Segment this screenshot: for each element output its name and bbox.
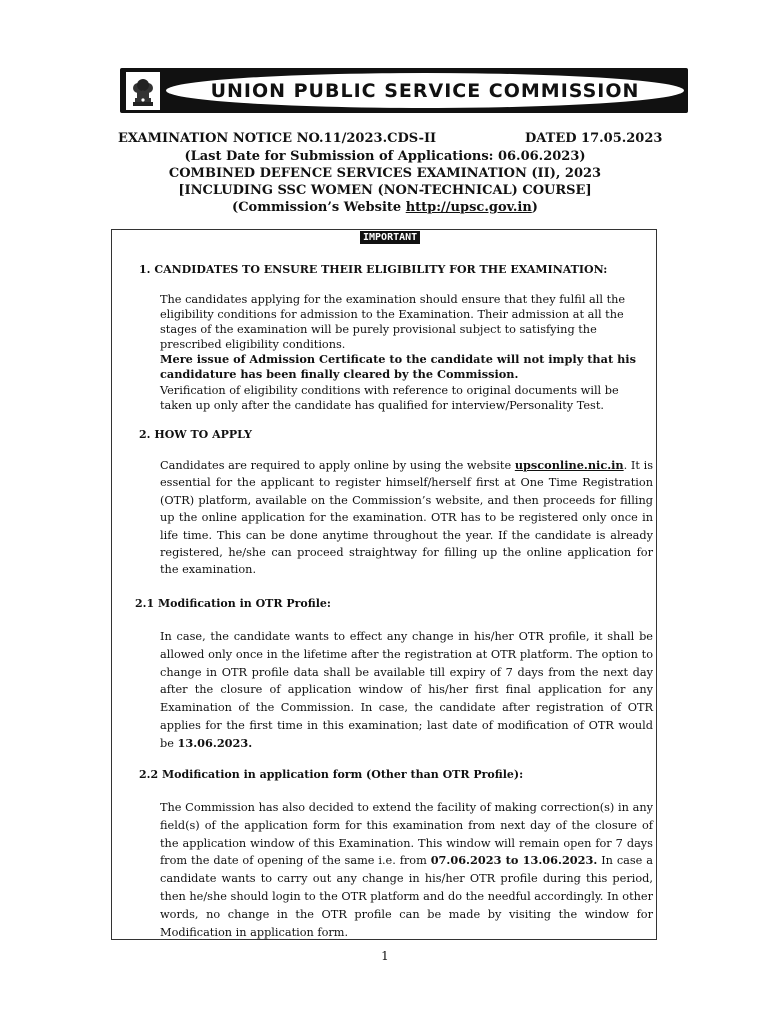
section1-bold-para: Mere issue of Admission Certificate to the candidate will not imply that his candidature has been finally cleared by the Commission. [160, 352, 636, 382]
including-course: [INCLUDING SSC WOMEN (NON-TECHNICAL) COURSE] [178, 183, 592, 198]
exam-name: COMBINED DEFENCE SERVICES EXAMINATION (II), 2023 [168, 166, 602, 181]
section1-heading: 1. CANDIDATES TO ENSURE THEIR ELIGIBILITY FOR THE EXAMINATION: [139, 263, 608, 276]
section2-paragraph [160, 457, 653, 579]
website-link[interactable]: http://upsc.gov.in [405, 200, 532, 215]
notice-number: EXAMINATION NOTICE NO.11/2023.CDS-II [118, 131, 437, 146]
notice-date: DATED 17.05.2023 [525, 131, 663, 146]
banner-title-oval [166, 73, 684, 108]
section1-paragraph [160, 292, 653, 413]
last-date: (Last Date for Submission of Applications: 06.06.2023) [184, 149, 586, 164]
section22-para-start: The Commission has also decided to extend the facility of making correction(s) in any field(s) of the application form for this examination from next day of the closure of the application window of this Examination. This window will remain open for 7 days from the date of opening of the same i.e. from [160, 801, 653, 868]
section1-verification: Verification of eligibility conditions with reference to original documents will be taken up only after the candidate has qualified for interview/Personality Test. [160, 383, 619, 412]
section2-heading: 2. HOW TO APPLY [139, 428, 253, 441]
website-line [0, 200, 770, 215]
section21-date: 13.06.2023. [177, 735, 253, 750]
website-label: (Commission’s Website [232, 200, 406, 215]
section22-paragraph [160, 799, 653, 941]
section2-para-rest: . It is essential for the applicant to register himself/herself first at One Time Registration (OTR) platform, available on the Commission’s website, and then proceeds for filling up the online application for the examination. OTR has to be registered only once in life time. This can be done anytime throughout the year. If the candidate is already registered, he/she can proceed straightway for filling up the online application for the examination. [160, 459, 653, 577]
section22-dates: 07.06.2023 to 13.06.2023. [430, 853, 598, 868]
important-label: IMPORTANT [360, 231, 420, 244]
website-close: ) [531, 200, 538, 215]
section21-para: In case, the candidate wants to effect any change in his/her OTR profile, it shall be allowed only once in the lifetime after the registration at OTR platform. The option to change in OTR profile data shall be available till expiry of 7 days from the next day after the closure of application window of his/her first final application for any Examination of the Commission. In case, the candidate after registration of OTR applies for the first time in this examination; last date of modification of OTR would be [160, 630, 653, 750]
section22-para-rest: In case a candidate wants to carry out any change in his/her OTR profile during this period, then he/she should login to the OTR platform and do the needful accordingly. In other words, no change in the OTR profile can be made by visiting the window for Modification in application form. [160, 854, 653, 939]
upsconline-link[interactable]: upsconline.nic.in [514, 458, 624, 472]
page-number: 1 [381, 949, 389, 963]
national-emblem-icon [126, 72, 160, 110]
section2-para-start: Candidates are required to apply online by using the website [160, 459, 515, 472]
section22-heading: 2.2 Modification in application form (Other than OTR Profile): [139, 768, 524, 781]
section21-heading: 2.1 Modification in OTR Profile: [135, 597, 331, 610]
section21-paragraph [160, 628, 653, 753]
banner-title: UNION PUBLIC SERVICE COMMISSION [210, 79, 640, 102]
section1-para: The candidates applying for the examination should ensure that they fulfil all the eligibility conditions for admission to the Examination. Their admission at all the stages of the examination will be purely provisional subject to satisfying the prescribed eligibility conditions. [160, 293, 626, 352]
